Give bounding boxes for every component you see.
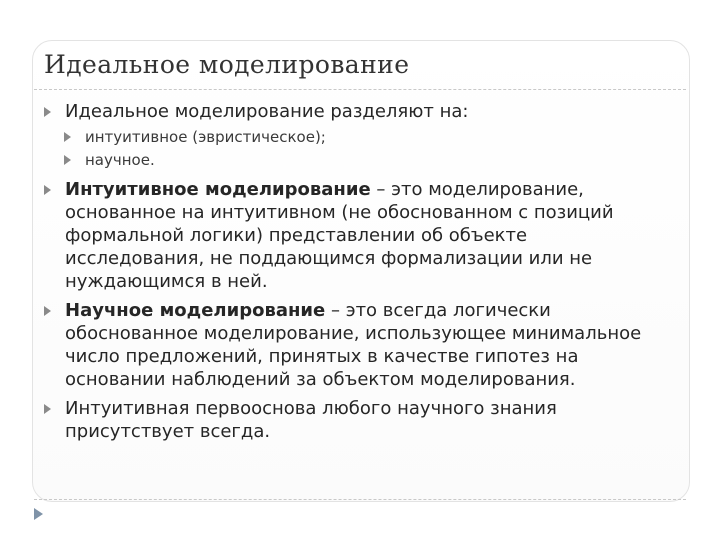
sub-item-intuitive [64,126,672,149]
definition-text: – это всегда логически обоснованное моделирование, использующее минимальное число предложений, принятых в качестве гипотез на основании наблюдений за объектом моделирования. [65,300,642,390]
sub-item-text: интуитивное (эвристическое); [85,128,326,146]
term-intuitive-modeling: Интуитивное моделирование [65,179,371,200]
bullet-text: Идеальное моделирование разделяют на: [65,101,469,122]
bullet-item-intuitive-basis [44,397,672,443]
bullet-arrow-icon [44,306,51,316]
bullet-arrow-icon [44,185,51,195]
bullet-item-scientific-definition [44,299,672,391]
sub-list [44,126,672,172]
sub-item-text: научное. [85,151,155,169]
bullet-item-types [44,100,672,123]
slide-title: Идеальное моделирование [44,50,410,79]
bullet-arrow-icon [44,404,51,414]
sub-bullet-arrow-icon [64,132,71,142]
sub-bullet-arrow-icon [64,155,71,165]
slide-body [44,100,672,443]
sub-item-scientific [64,149,672,172]
definition-text: – это моделирование, основанное на интуитивном (не обоснованном с позиций формальной логики) представлении об объекте исследования, не поддающимся формализации или не нуждающимся в ней. [65,179,614,292]
title-divider [34,89,686,90]
bullet-arrow-icon [44,107,51,117]
bullet-text: Интуитивная первооснова любого научного знания присутствует всегда. [65,398,557,442]
bullet-item-intuitive-definition [44,178,672,293]
term-scientific-modeling: Научное моделирование [65,300,326,321]
next-slide-icon[interactable] [34,508,43,520]
footer-divider [34,499,686,500]
